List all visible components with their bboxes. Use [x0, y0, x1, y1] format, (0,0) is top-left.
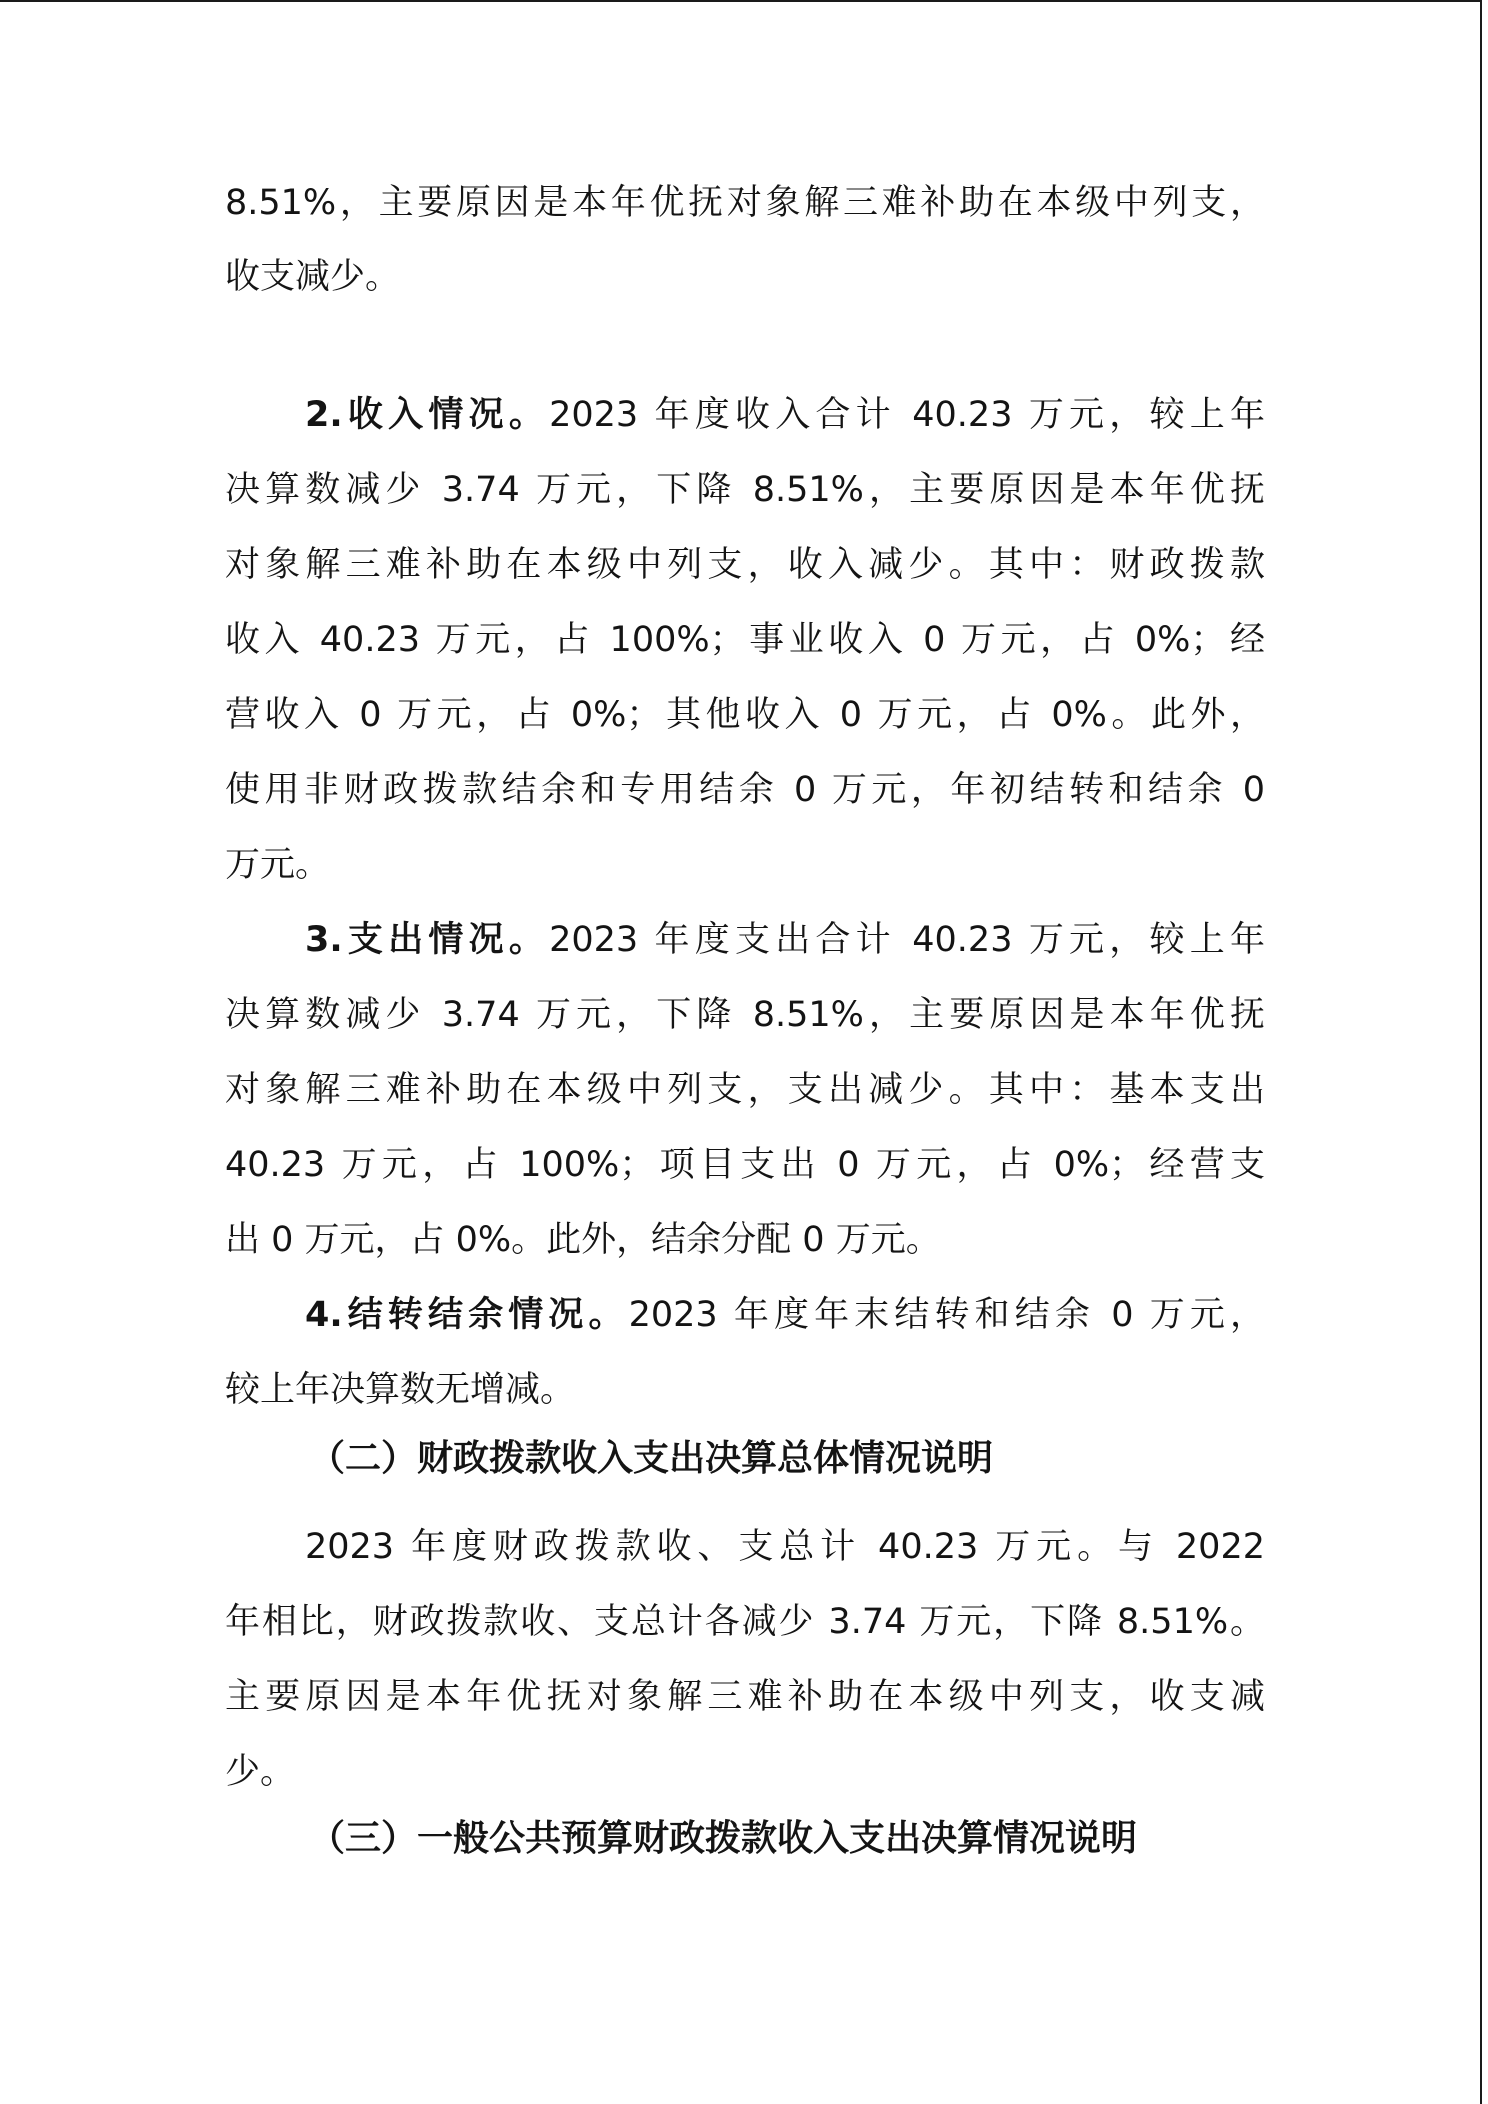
para4-lead: 4.结转结余情况。	[305, 1295, 629, 1335]
para4-first-rest: 2023 年度年末结转和结余 0 万元，	[628, 1295, 1265, 1335]
para1-line-1: 8.51%，主要原因是本年优抚对象解三难补助在本级中列支，	[225, 183, 1265, 223]
para2-line-1	[305, 390, 1265, 440]
para3-line-1	[305, 915, 1265, 965]
para1-line-2: 收支减少。	[225, 257, 401, 297]
para2-line-5: 营收入 0 万元，占 0%；其他收入 0 万元，占 0%。此外，	[225, 695, 1265, 735]
para3-line-4: 40.23 万元，占 100%；项目支出 0 万元，占 0%；经营支	[225, 1145, 1265, 1185]
para2-line-2: 决算数减少 3.74 万元，下降 8.51%，主要原因是本年优抚	[225, 470, 1265, 510]
para4-line-1	[305, 1290, 1265, 1340]
para3-lead: 3.支出情况。	[305, 920, 550, 960]
para3-line-2: 决算数减少 3.74 万元，下降 8.51%，主要原因是本年优抚	[225, 995, 1265, 1035]
para4-line-2: 较上年决算数无增减。	[225, 1370, 576, 1410]
section-heading-2: （二）财政拨款收入支出决算总体情况说明	[309, 1437, 994, 1479]
para3-line-5: 出 0 万元，占 0%。此外，结余分配 0 万元。	[225, 1220, 941, 1260]
section-heading-3: （三）一般公共预算财政拨款收入支出决算情况说明	[309, 1817, 1138, 1859]
para3-line-3: 对象解三难补助在本级中列支，支出减少。其中：基本支出	[225, 1070, 1265, 1110]
para2-line-6: 使用非财政拨款结余和专用结余 0 万元，年初结转和结余 0	[225, 770, 1265, 810]
para5-line-4: 少。	[225, 1752, 296, 1792]
para2-line-7: 万元。	[225, 845, 331, 885]
para2-first-rest: 2023 年度收入合计 40.23 万元，较上年	[549, 395, 1265, 435]
para2-line-3: 对象解三难补助在本级中列支，收入减少。其中：财政拨款	[225, 545, 1265, 585]
para2-lead: 2.收入情况。	[305, 395, 550, 435]
para3-first-rest: 2023 年度支出合计 40.23 万元，较上年	[549, 920, 1265, 960]
para2-line-4: 收入 40.23 万元，占 100%；事业收入 0 万元，占 0%；经	[225, 620, 1265, 660]
para5-line-1: 2023 年度财政拨款收、支总计 40.23 万元。与 2022	[305, 1527, 1265, 1567]
para5-line-3: 主要原因是本年优抚对象解三难补助在本级中列支，收支减	[225, 1677, 1265, 1717]
para5-line-2: 年相比，财政拨款收、支总计各减少 3.74 万元，下降 8.51%。	[225, 1602, 1265, 1642]
